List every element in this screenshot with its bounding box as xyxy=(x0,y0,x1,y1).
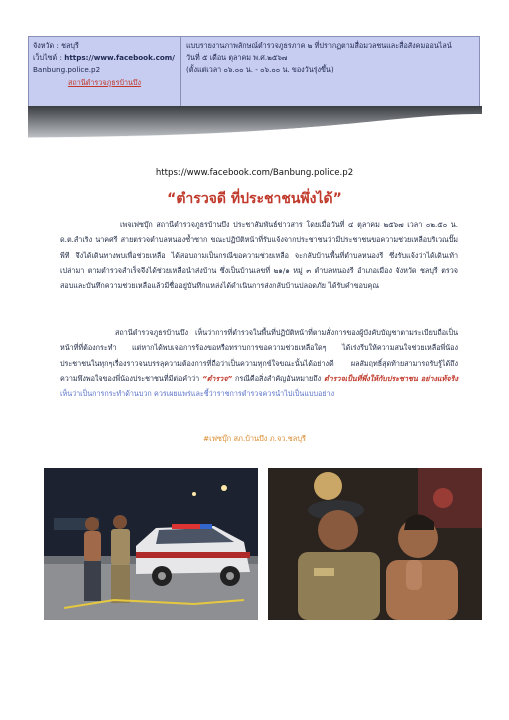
article-paragraph-2 xyxy=(60,325,458,401)
article-title: “ตำรวจดี ที่ประชาชนพึ่งได้” xyxy=(167,191,342,207)
paragraph-2-emphasis-police: “ตำรวจ” xyxy=(202,373,233,383)
paragraph-2-part-b: กรณีคือสิ่งสำคัญอันหมายถึง xyxy=(235,373,322,383)
report-title: แบบรายงานภาพลักษณ์ตำรวจภูธรภาค ๒ ที่ปรากฏตามสื่อมวลชนและสื่อสังคมออนไลน์ xyxy=(186,41,452,50)
station-link[interactable]: สถานีตำรวจภูธรบ้านบึง xyxy=(67,78,142,87)
report-date: วันที่ ๕ เดือน ตุลาคม พ.ศ.๒๕๖๗ xyxy=(186,53,288,62)
province-label: จังหวัด : ชลบุรี xyxy=(33,41,79,50)
header-left-cell xyxy=(29,37,181,107)
website-url-part1: https://www.facebook.com/ xyxy=(64,53,175,62)
website-url-part2: Banbung.police.p2 xyxy=(33,65,101,74)
paragraph-2-emphasis-slogan: ตำรวจเป็นที่พึ่งให้กับประชาชน อย่างแท้จริง xyxy=(323,373,458,383)
report-time-range: (ตั้งแต่เวลา ๐๖.๐๐ น. - ๐๖.๐๐ น. ของวันรุ่งขึ้น) xyxy=(186,65,334,74)
photo-police-car-night xyxy=(44,468,258,620)
facebook-url[interactable]: https://www.facebook.com/Banbung.police.p2 xyxy=(155,168,354,178)
hashtag: #เฟซบุ๊ก สภ.บ้านบึง ภ.จว.ชลบุรี xyxy=(202,434,306,443)
article-paragraph-1: เพจเฟซบุ๊ก สถานีตำรวจภูธรบ้านบึง ประชาสัมพันธ์ข่าวสาร โดยเมื่อวันที่ ๔ ตุลาคม ๒๕๖๗ เวลา ๐๒.๕๐ น. ด.ต.สำเริง นาคศรี สายตรวจตำบลหนองซ้ำซาก ขณะปฏิบัติหน้าที่รับแจ้งจากประชาชนว่ามีประชาชนขอความช่วยเหลือบริเวณปั๊มพีที จึงได้เดินทางพบเพื่อช่วยเหลือ ได้สอบถามเป็นกรณีขอความช่วยเหลือ จะกลับบ้านพื้นที่ตำบลหนองรี ซึ่งรับแจ้งว่าได้เดินเท้าเปล่ามา ตามตำรวจสำเร็จจึงได้ช่วยเหลือนำส่งบ้าน ซึ่งเป็นบ้านเลขที่ ๒๑/๑ หมู่ ๓ ตำบลหนองรี อำเภอเมือง จังหวัด ชลบุรี ตรวจสอบและบันทึกความช่วยเหลือแล้วมีชื่ออยู่บันทึกแหล่งได้ดำเนินการส่งกลับบ้านปลอดภัย ได้รับคำขอบคุณ xyxy=(60,220,458,291)
website-line xyxy=(33,52,176,64)
decorative-swoosh xyxy=(28,106,482,140)
website-label: เว็บไซต์ : xyxy=(33,53,62,62)
paragraph-2-part-a: สถานีตำรวจภูธรบ้านบึง เห็นว่าการที่ตำรวจในพื้นที่ปฏิบัติหน้าที่ตามสั่งการของผู้บังคับบัญชาตามระเบียบถือเป็นหน้าที่ที่ต้องกระทำ แต่หากได้พบเจอการร้องขอหรือทราบการขอความช่วยเหลือใดๆ ได้เร่งรีบให้ความสนใจช่วยเหลือพี่น้องประชาชนในทุกๆเรื่องราวจนบรรลุความต้องการที่ถือว่าเป็นความทุกข์ใจขณะนั้นได้อย่างดี ผลสัมฤทธิ์สุดท้ายสามารถรับรู้ได้ถึงความพึงพอใจของพี่น้องประชาชนที่มีต่อคำว่า xyxy=(60,328,458,383)
header-right-cell xyxy=(181,37,479,107)
paragraph-2-part-c: เห็นว่าเป็นการกระทำด้านบวก ควรเผยแพร่และชี้ว่าราชการตำรวจควรนำไปเป็นแบบอย่าง xyxy=(60,389,335,399)
report-header xyxy=(28,36,480,108)
photo-police-selfie-night xyxy=(268,468,482,620)
